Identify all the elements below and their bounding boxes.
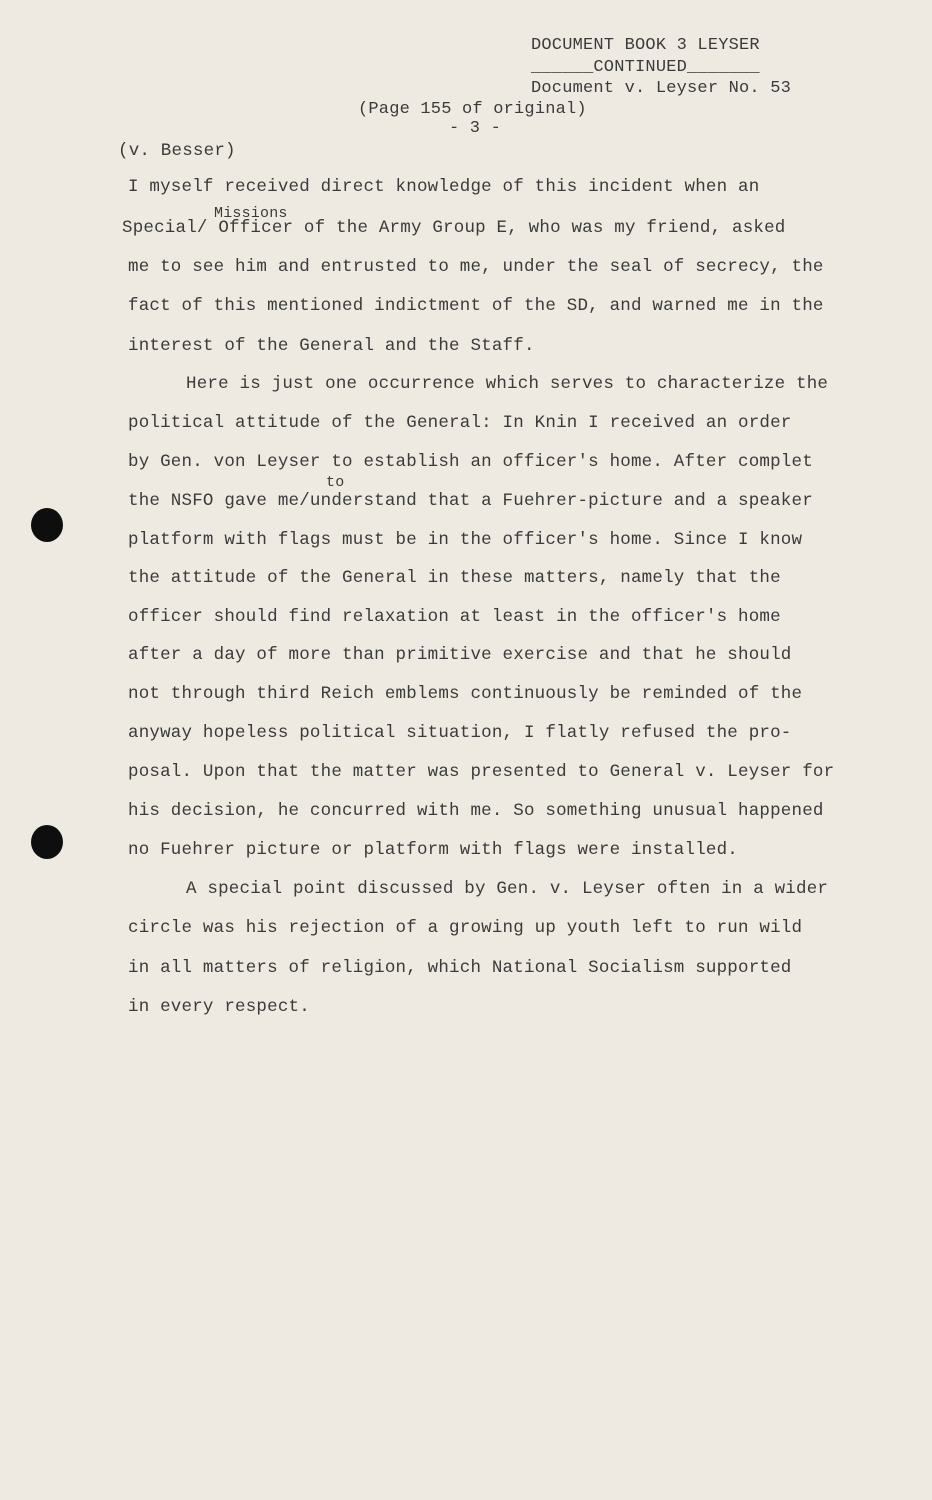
body-line: platform with flags must be in the officer's home. Since I know <box>128 530 803 550</box>
body-line: circle was his rejection of a growing up youth left to run wild <box>128 918 803 938</box>
document-reference: Document v. Leyser No. 53 <box>531 79 792 98</box>
document-book-title: DOCUMENT BOOK 3 LEYSER <box>531 36 760 55</box>
body-line: Here is just one occurrence which serves to characterize the <box>186 374 829 394</box>
body-line: in every respect. <box>128 997 310 1017</box>
continued-label: ______CONTINUED_______ <box>531 58 760 77</box>
body-line: A special point discussed by Gen. v. Leyser often in a wider <box>186 879 829 899</box>
body-line: political attitude of the General: In Knin I received an order <box>128 413 792 433</box>
insertion-missions: Missions <box>214 205 288 222</box>
punch-hole <box>31 508 63 542</box>
body-line: not through third Reich emblems continuously be reminded of the <box>128 684 803 704</box>
body-line: me to see him and entrusted to me, under the seal of secrecy, the <box>128 257 824 277</box>
body-line: in all matters of religion, which National Socialism supported <box>128 958 792 978</box>
insertion-to: to <box>326 474 345 491</box>
body-line: anyway hopeless political situation, I flatly refused the pro- <box>128 723 792 743</box>
body-line: by Gen. von Leyser to establish an officer's home. After complet <box>128 452 813 472</box>
punch-hole <box>31 825 63 859</box>
body-line: I myself received direct knowledge of this incident when an <box>128 177 760 197</box>
page-number: - 3 - <box>449 119 502 138</box>
body-line: after a day of more than primitive exercise and that he should <box>128 645 792 665</box>
page-of-original: (Page 155 of original) <box>358 100 587 119</box>
body-line: the attitude of the General in these matters, namely that the <box>128 568 781 588</box>
body-line: officer should find relaxation at least in the officer's home <box>128 607 781 627</box>
body-line: the NSFO gave me/understand that a Fuehrer-picture and a speaker <box>128 491 813 511</box>
body-line: no Fuehrer picture or platform with flags were installed. <box>128 840 738 860</box>
body-line: Special/ Officer of the Army Group E, who was my friend, asked <box>122 218 786 238</box>
body-line: his decision, he concurred with me. So something unusual happened <box>128 801 824 821</box>
body-line: fact of this mentioned indictment of the SD, and warned me in the <box>128 296 824 316</box>
body-line: interest of the General and the Staff. <box>128 336 535 356</box>
speaker-label: (v. Besser) <box>118 141 236 161</box>
body-line: posal. Upon that the matter was presented to General v. Leyser for <box>128 762 835 782</box>
